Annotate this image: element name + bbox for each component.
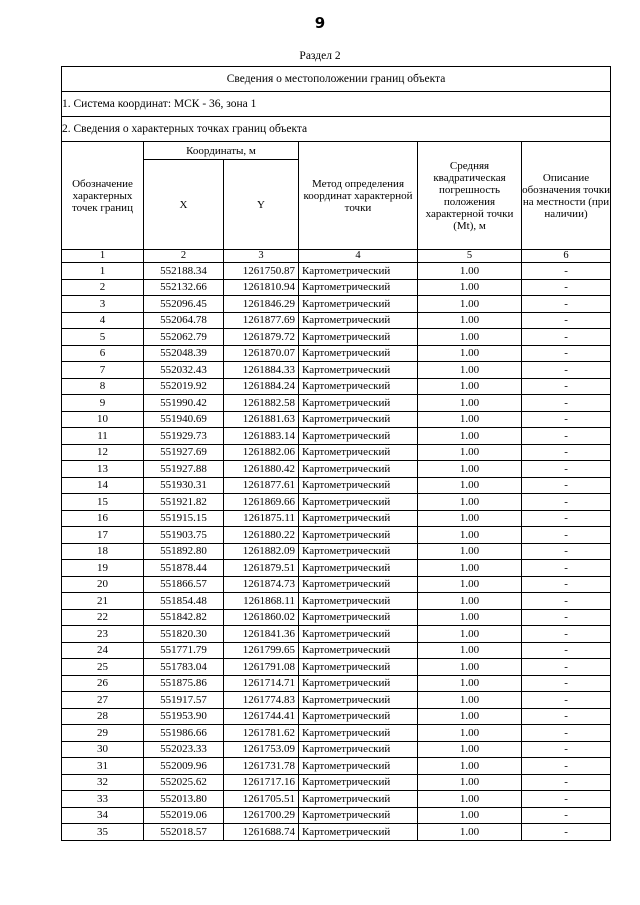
coord-y: 1261753.09 xyxy=(224,741,299,758)
method-cell: Картометрический xyxy=(299,329,418,346)
coord-y: 1261860.02 xyxy=(224,609,299,626)
coord-y: 1261846.29 xyxy=(224,296,299,313)
coord-y: 1261884.24 xyxy=(224,378,299,395)
point-number: 13 xyxy=(62,461,144,478)
header-point-description: Описание обозначения точки на местности (при наличии) xyxy=(522,142,611,250)
method-cell: Картометрический xyxy=(299,758,418,775)
coord-x: 552009.96 xyxy=(144,758,224,775)
coord-x: 551875.86 xyxy=(144,675,224,692)
description-cell: - xyxy=(522,791,611,808)
coord-x: 551990.42 xyxy=(144,395,224,412)
description-cell: - xyxy=(522,263,611,280)
description-cell: - xyxy=(522,345,611,362)
mean-square-error-cell: 1.00 xyxy=(418,279,522,296)
mean-square-error-cell: 1.00 xyxy=(418,428,522,445)
coord-x: 551927.88 xyxy=(144,461,224,478)
table-row xyxy=(62,708,611,725)
method-cell: Картометрический xyxy=(299,774,418,791)
header-point-designation: Обозначение характерных точек границ xyxy=(62,142,144,250)
point-number: 15 xyxy=(62,494,144,511)
method-cell: Картометрический xyxy=(299,362,418,379)
description-cell: - xyxy=(522,593,611,610)
coord-x: 552013.80 xyxy=(144,791,224,808)
coord-x: 552019.92 xyxy=(144,378,224,395)
coord-y: 1261880.42 xyxy=(224,461,299,478)
mean-square-error-cell: 1.00 xyxy=(418,477,522,494)
coord-x: 552062.79 xyxy=(144,329,224,346)
mean-square-error-cell: 1.00 xyxy=(418,296,522,313)
description-cell: - xyxy=(522,543,611,560)
coord-y: 1261877.61 xyxy=(224,477,299,494)
description-cell: - xyxy=(522,494,611,511)
point-number: 34 xyxy=(62,807,144,824)
point-number: 28 xyxy=(62,708,144,725)
coord-x: 551986.66 xyxy=(144,725,224,742)
coord-x: 551820.30 xyxy=(144,626,224,643)
description-cell: - xyxy=(522,741,611,758)
table-row xyxy=(62,659,611,676)
table-row xyxy=(62,345,611,362)
method-cell: Картометрический xyxy=(299,741,418,758)
table-row xyxy=(62,527,611,544)
description-cell: - xyxy=(522,576,611,593)
mean-square-error-cell: 1.00 xyxy=(418,362,522,379)
method-cell: Картометрический xyxy=(299,543,418,560)
table-row xyxy=(62,807,611,824)
mean-square-error-cell: 1.00 xyxy=(418,725,522,742)
coord-x: 551929.73 xyxy=(144,428,224,445)
method-cell: Картометрический xyxy=(299,708,418,725)
point-number: 22 xyxy=(62,609,144,626)
coord-y: 1261841.36 xyxy=(224,626,299,643)
method-cell: Картометрический xyxy=(299,395,418,412)
method-cell: Картометрический xyxy=(299,494,418,511)
method-cell: Картометрический xyxy=(299,477,418,494)
table-row xyxy=(62,593,611,610)
coord-x: 552032.43 xyxy=(144,362,224,379)
mean-square-error-cell: 1.00 xyxy=(418,774,522,791)
mean-square-error-cell: 1.00 xyxy=(418,329,522,346)
mean-square-error-cell: 1.00 xyxy=(418,824,522,841)
table-row xyxy=(62,725,611,742)
coord-x: 552025.62 xyxy=(144,774,224,791)
point-number: 8 xyxy=(62,378,144,395)
mean-square-error-cell: 1.00 xyxy=(418,444,522,461)
method-cell: Картометрический xyxy=(299,378,418,395)
point-number: 7 xyxy=(62,362,144,379)
mean-square-error-cell: 1.00 xyxy=(418,807,522,824)
coord-x: 552018.57 xyxy=(144,824,224,841)
description-cell: - xyxy=(522,312,611,329)
table-row xyxy=(62,263,611,280)
table-row xyxy=(62,296,611,313)
coord-y: 1261731.78 xyxy=(224,758,299,775)
method-cell: Картометрический xyxy=(299,626,418,643)
method-cell: Картометрический xyxy=(299,527,418,544)
point-number: 1 xyxy=(62,263,144,280)
point-number: 31 xyxy=(62,758,144,775)
coordinate-system: 1. Система координат: МСК - 36, зона 1 xyxy=(62,92,611,117)
point-number: 29 xyxy=(62,725,144,742)
mean-square-error-cell: 1.00 xyxy=(418,411,522,428)
method-cell: Картометрический xyxy=(299,444,418,461)
column-number: 3 xyxy=(224,250,299,263)
method-cell: Картометрический xyxy=(299,510,418,527)
coord-x: 552064.78 xyxy=(144,312,224,329)
table-row xyxy=(62,279,611,296)
description-cell: - xyxy=(522,461,611,478)
table-row xyxy=(62,444,611,461)
table-row xyxy=(62,395,611,412)
table-row xyxy=(62,543,611,560)
page-number: 9 xyxy=(314,14,326,32)
coord-y: 1261714.71 xyxy=(224,675,299,692)
description-cell: - xyxy=(522,279,611,296)
method-cell: Картометрический xyxy=(299,560,418,577)
coord-x: 551927.69 xyxy=(144,444,224,461)
point-number: 12 xyxy=(62,444,144,461)
table-row xyxy=(62,477,611,494)
mean-square-error-cell: 1.00 xyxy=(418,692,522,709)
description-cell: - xyxy=(522,758,611,775)
coord-y: 1261688.74 xyxy=(224,824,299,841)
table-row xyxy=(62,774,611,791)
description-cell: - xyxy=(522,642,611,659)
coord-y: 1261791.08 xyxy=(224,659,299,676)
point-number: 20 xyxy=(62,576,144,593)
method-cell: Картометрический xyxy=(299,675,418,692)
coord-y: 1261868.11 xyxy=(224,593,299,610)
description-cell: - xyxy=(522,560,611,577)
mean-square-error-cell: 1.00 xyxy=(418,494,522,511)
coord-x: 551930.31 xyxy=(144,477,224,494)
method-cell: Картометрический xyxy=(299,725,418,742)
point-number: 14 xyxy=(62,477,144,494)
table-row xyxy=(62,692,611,709)
method-cell: Картометрический xyxy=(299,279,418,296)
coord-x: 551903.75 xyxy=(144,527,224,544)
coord-y: 1261879.51 xyxy=(224,560,299,577)
coord-x: 552048.39 xyxy=(144,345,224,362)
table-title: Сведения о местоположении границ объекта xyxy=(62,67,611,92)
mean-square-error-cell: 1.00 xyxy=(418,675,522,692)
method-cell: Картометрический xyxy=(299,807,418,824)
point-number: 16 xyxy=(62,510,144,527)
table-row xyxy=(62,411,611,428)
header-coordinates: Координаты, м xyxy=(144,142,299,160)
table-row xyxy=(62,378,611,395)
coord-y: 1261882.06 xyxy=(224,444,299,461)
point-number: 24 xyxy=(62,642,144,659)
description-cell: - xyxy=(522,626,611,643)
coord-y: 1261882.09 xyxy=(224,543,299,560)
description-cell: - xyxy=(522,329,611,346)
section-label: Раздел 2 xyxy=(299,50,341,62)
point-number: 21 xyxy=(62,593,144,610)
point-number: 9 xyxy=(62,395,144,412)
mean-square-error-cell: 1.00 xyxy=(418,758,522,775)
point-number: 3 xyxy=(62,296,144,313)
point-number: 19 xyxy=(62,560,144,577)
coord-y: 1261750.87 xyxy=(224,263,299,280)
coord-x: 552019.06 xyxy=(144,807,224,824)
mean-square-error-cell: 1.00 xyxy=(418,312,522,329)
coord-x: 551921.82 xyxy=(144,494,224,511)
mean-square-error-cell: 1.00 xyxy=(418,510,522,527)
method-cell: Картометрический xyxy=(299,642,418,659)
table-row xyxy=(62,576,611,593)
point-number: 10 xyxy=(62,411,144,428)
description-cell: - xyxy=(522,725,611,742)
description-cell: - xyxy=(522,395,611,412)
table-row xyxy=(62,494,611,511)
mean-square-error-cell: 1.00 xyxy=(418,543,522,560)
coord-x: 552132.66 xyxy=(144,279,224,296)
table-row xyxy=(62,791,611,808)
table-row xyxy=(62,824,611,841)
table-row xyxy=(62,758,611,775)
header-method: Метод определения координат характерной точки xyxy=(299,142,418,250)
coord-y: 1261884.33 xyxy=(224,362,299,379)
coord-x: 551953.90 xyxy=(144,708,224,725)
description-cell: - xyxy=(522,296,611,313)
description-cell: - xyxy=(522,444,611,461)
coord-x: 552023.33 xyxy=(144,741,224,758)
table-row xyxy=(62,510,611,527)
coord-x: 551940.69 xyxy=(144,411,224,428)
table-row xyxy=(62,428,611,445)
table-row xyxy=(62,642,611,659)
coord-x: 552096.45 xyxy=(144,296,224,313)
mean-square-error-cell: 1.00 xyxy=(418,345,522,362)
method-cell: Картометрический xyxy=(299,692,418,709)
header-y: Y xyxy=(224,160,299,250)
method-cell: Картометрический xyxy=(299,659,418,676)
table-row xyxy=(62,609,611,626)
coord-x: 551783.04 xyxy=(144,659,224,676)
boundary-points-table xyxy=(61,66,611,841)
point-number: 18 xyxy=(62,543,144,560)
coord-x: 551771.79 xyxy=(144,642,224,659)
mean-square-error-cell: 1.00 xyxy=(418,791,522,808)
column-number: 1 xyxy=(62,250,144,263)
mean-square-error-cell: 1.00 xyxy=(418,527,522,544)
coord-y: 1261875.11 xyxy=(224,510,299,527)
table-row xyxy=(62,626,611,643)
point-number: 35 xyxy=(62,824,144,841)
mean-square-error-cell: 1.00 xyxy=(418,626,522,643)
coord-y: 1261881.63 xyxy=(224,411,299,428)
description-cell: - xyxy=(522,708,611,725)
method-cell: Картометрический xyxy=(299,824,418,841)
column-number: 4 xyxy=(299,250,418,263)
mean-square-error-cell: 1.00 xyxy=(418,378,522,395)
description-cell: - xyxy=(522,774,611,791)
mean-square-error-cell: 1.00 xyxy=(418,263,522,280)
method-cell: Картометрический xyxy=(299,593,418,610)
description-cell: - xyxy=(522,807,611,824)
method-cell: Картометрический xyxy=(299,345,418,362)
method-cell: Картометрический xyxy=(299,411,418,428)
coord-x: 551878.44 xyxy=(144,560,224,577)
coord-y: 1261700.29 xyxy=(224,807,299,824)
mean-square-error-cell: 1.00 xyxy=(418,576,522,593)
coord-y: 1261774.83 xyxy=(224,692,299,709)
method-cell: Картометрический xyxy=(299,312,418,329)
mean-square-error-cell: 1.00 xyxy=(418,708,522,725)
coord-y: 1261880.22 xyxy=(224,527,299,544)
description-cell: - xyxy=(522,824,611,841)
table-row xyxy=(62,362,611,379)
coord-x: 552188.34 xyxy=(144,263,224,280)
coord-y: 1261810.94 xyxy=(224,279,299,296)
description-cell: - xyxy=(522,659,611,676)
description-cell: - xyxy=(522,609,611,626)
description-cell: - xyxy=(522,362,611,379)
description-cell: - xyxy=(522,378,611,395)
mean-square-error-cell: 1.00 xyxy=(418,593,522,610)
table-row xyxy=(62,675,611,692)
description-cell: - xyxy=(522,428,611,445)
method-cell: Картометрический xyxy=(299,296,418,313)
method-cell: Картометрический xyxy=(299,576,418,593)
header-x: X xyxy=(144,160,224,250)
method-cell: Картометрический xyxy=(299,428,418,445)
point-number: 17 xyxy=(62,527,144,544)
coord-x: 551866.57 xyxy=(144,576,224,593)
mean-square-error-cell: 1.00 xyxy=(418,642,522,659)
coord-y: 1261869.66 xyxy=(224,494,299,511)
point-number: 4 xyxy=(62,312,144,329)
description-cell: - xyxy=(522,477,611,494)
method-cell: Картометрический xyxy=(299,609,418,626)
coord-y: 1261879.72 xyxy=(224,329,299,346)
table-row xyxy=(62,329,611,346)
coord-y: 1261744.41 xyxy=(224,708,299,725)
mean-square-error-cell: 1.00 xyxy=(418,560,522,577)
coord-x: 551842.82 xyxy=(144,609,224,626)
coord-x: 551854.48 xyxy=(144,593,224,610)
point-number: 33 xyxy=(62,791,144,808)
mean-square-error-cell: 1.00 xyxy=(418,395,522,412)
coord-y: 1261799.65 xyxy=(224,642,299,659)
column-number: 2 xyxy=(144,250,224,263)
point-number: 32 xyxy=(62,774,144,791)
point-number: 30 xyxy=(62,741,144,758)
table-row xyxy=(62,560,611,577)
coord-y: 1261870.07 xyxy=(224,345,299,362)
method-cell: Картометрический xyxy=(299,461,418,478)
column-number: 6 xyxy=(522,250,611,263)
point-number: 27 xyxy=(62,692,144,709)
point-number: 23 xyxy=(62,626,144,643)
description-cell: - xyxy=(522,675,611,692)
description-cell: - xyxy=(522,510,611,527)
coord-y: 1261882.58 xyxy=(224,395,299,412)
mean-square-error-cell: 1.00 xyxy=(418,609,522,626)
table-row xyxy=(62,312,611,329)
mean-square-error-cell: 1.00 xyxy=(418,461,522,478)
description-cell: - xyxy=(522,692,611,709)
coord-y: 1261877.69 xyxy=(224,312,299,329)
coord-y: 1261883.14 xyxy=(224,428,299,445)
coord-y: 1261705.51 xyxy=(224,791,299,808)
point-number: 5 xyxy=(62,329,144,346)
coord-x: 551917.57 xyxy=(144,692,224,709)
table-row xyxy=(62,461,611,478)
mean-square-error-cell: 1.00 xyxy=(418,741,522,758)
points-heading: 2. Сведения о характерных точках границ объекта xyxy=(62,117,611,142)
mean-square-error-cell: 1.00 xyxy=(418,659,522,676)
description-cell: - xyxy=(522,411,611,428)
coord-x: 551892.80 xyxy=(144,543,224,560)
coord-y: 1261874.73 xyxy=(224,576,299,593)
description-cell: - xyxy=(522,527,611,544)
coord-y: 1261781.62 xyxy=(224,725,299,742)
point-number: 25 xyxy=(62,659,144,676)
method-cell: Картометрический xyxy=(299,791,418,808)
point-number: 2 xyxy=(62,279,144,296)
point-number: 26 xyxy=(62,675,144,692)
point-number: 6 xyxy=(62,345,144,362)
point-number: 11 xyxy=(62,428,144,445)
table-row xyxy=(62,741,611,758)
coord-y: 1261717.16 xyxy=(224,774,299,791)
column-number: 5 xyxy=(418,250,522,263)
header-mean-square-error: Средняя квадратическая погрешность положения характерной точки (Mt), м xyxy=(418,142,522,250)
method-cell: Картометрический xyxy=(299,263,418,280)
coord-x: 551915.15 xyxy=(144,510,224,527)
